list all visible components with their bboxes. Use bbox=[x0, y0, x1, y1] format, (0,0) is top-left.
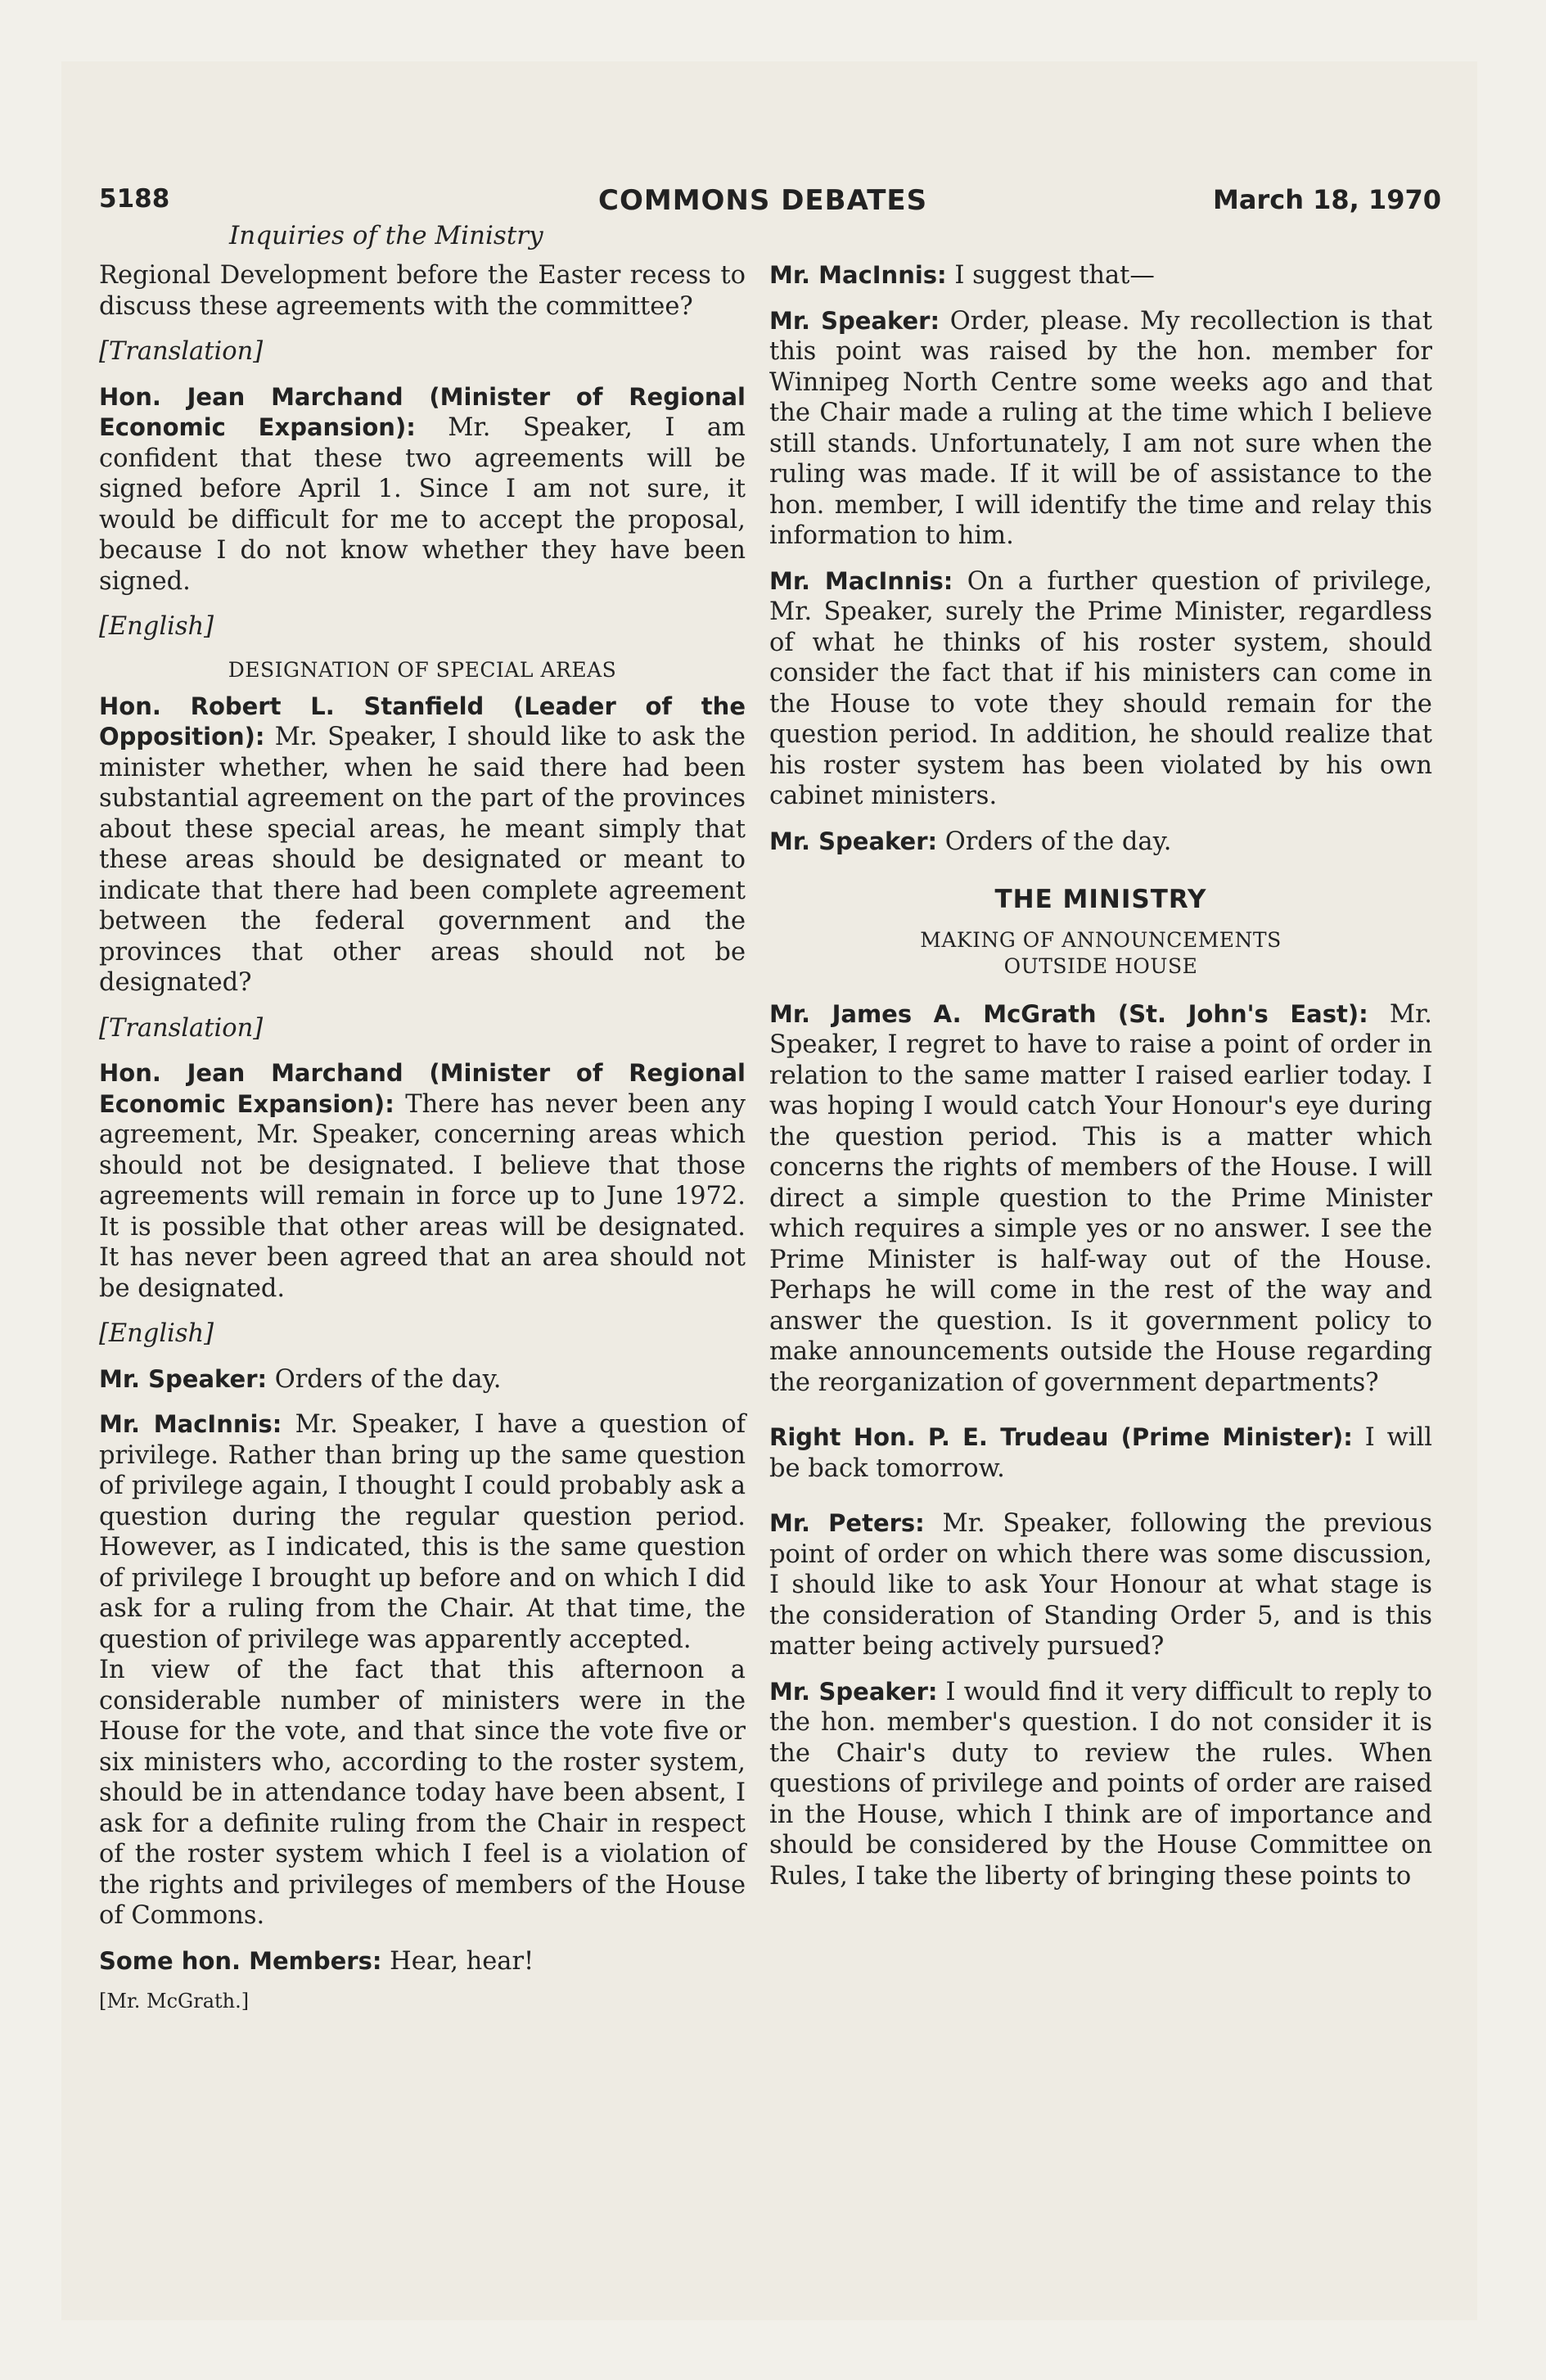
speech-text: I would find it very difficult to reply to the hon. member's question. I do not consider it is the Chair's duty to review the rules. When questions of privilege and points of order are raised in the House, which I think are of importance and should be considered by the House Committee on Rules, I take the liberty of bringing these points to bbox=[769, 1677, 1432, 1891]
paragraph bbox=[769, 999, 1432, 1399]
speech-text: Orders of the day. bbox=[267, 1364, 502, 1394]
paragraph bbox=[769, 1508, 1432, 1662]
paragraph bbox=[99, 1364, 746, 1395]
left-column bbox=[99, 260, 746, 2017]
paragraph bbox=[769, 1677, 1432, 1892]
speech-text: Mr. Speaker, I should like to ask the minister whether, when he said there had been substantial agreement on the part of the provinces about these special areas, he meant simply that these areas should be designated or meant to indicate that there had been complete agreement between the federal government and the provinces that other areas should not be designated? bbox=[99, 723, 746, 997]
speaker-name: Mr. Speaker: bbox=[769, 1677, 938, 1706]
paragraph bbox=[769, 260, 1432, 291]
paragraph bbox=[99, 1058, 746, 1304]
language-tag: [English] bbox=[99, 612, 214, 641]
speech-text: On a further question of privilege, Mr. Speaker, surely the Prime Minister, regardless of what he thinks of his roster system, should consider the fact that if his ministers can come in the House to vote they should remain for the question period. In addition, he should realize that his roster system has been violated by his own cabinet ministers. bbox=[769, 566, 1433, 810]
speech-text: Mr. Speaker, I am confident that these two agreements will be signed before April 1. Since I am not sure, it would be difficult for me to accept the proposal, because I do not know whether they have been signed. bbox=[99, 413, 746, 596]
speech-text: I will be back tomorrow. bbox=[769, 1423, 1432, 1483]
speaker-name: Mr. James A. McGrath (St. John's East): bbox=[769, 999, 1368, 1028]
right-column bbox=[769, 260, 1432, 1906]
speaker-name: Mr. MacInnis: bbox=[99, 1410, 282, 1438]
paragraph bbox=[99, 1946, 746, 1977]
footer-note: [Mr. McGrath.] bbox=[99, 1990, 250, 2013]
running-title: Inquiries of the Ministry bbox=[229, 221, 543, 250]
translation-tag: [Translation] bbox=[99, 337, 264, 366]
speech-text: Mr. Speaker, following the previous point of order on which there was some discussion, I should like to ask Your Honour at what stage is the consideration of Standing Order 5, and is this matter being actively pursued? bbox=[769, 1509, 1432, 1661]
translation-tag: [Translation] bbox=[99, 1013, 264, 1043]
speaker-name: Mr. Peters: bbox=[769, 1509, 925, 1537]
speech-text: Mr. Speaker, I regret to have to raise a point of order in relation to the same matter I raised earlier today. I was hoping I would catch Your Honour's eye during the question period. This is a matter which concerns the rights of members of the House. I will direct a simple question to the Prime Minister which requires a simple yes or no answer. I see the Prime Minister is half-way out of the House. Perhaps he will come in the rest of the way and answer the question. Is it government policy to make announcements outside the House regarding the reorganization of government departments? bbox=[769, 999, 1433, 1397]
paragraph bbox=[99, 1409, 746, 1655]
speech-text: I suggest that— bbox=[946, 261, 1155, 290]
paragraph bbox=[99, 382, 746, 597]
language-tag: [English] bbox=[99, 1319, 214, 1348]
speech-text: There has never been any agreement, Mr. Speaker, concerning areas which should not be designated. I believe that those agreements will remain in force up to June 1972. It is possible that other areas will be designated. It has never been agreed that an area should not be designated. bbox=[99, 1089, 746, 1303]
speaker-name: Right Hon. P. E. Trudeau (Prime Minister): bbox=[769, 1423, 1353, 1451]
section-heading: DESIGNATION OF SPECIAL AREAS bbox=[228, 657, 617, 682]
page-header bbox=[99, 184, 1441, 225]
speaker-name: Mr. Speaker: bbox=[769, 827, 938, 855]
section-heading: MAKING OF ANNOUNCEMENTS OUTSIDE HOUSE bbox=[920, 927, 1282, 978]
paragraph: In view of the fact that this afternoon a considerable number of ministers were in the House for the vote, and that since the vote five or six ministers who, according to the roster system, should be in attendance today have been absent, I ask for a definite ruling from the Chair in respect of the roster system which I feel is a violation of the rights and privileges of members of the House of Commons. bbox=[99, 1656, 746, 1930]
paragraph bbox=[769, 306, 1432, 552]
paragraph bbox=[99, 692, 746, 998]
journal-title: COMMONS DEBATES bbox=[598, 184, 928, 217]
speaker-name: Hon. Jean Marchand (Minister of Regional Economic Expansion): bbox=[99, 382, 746, 441]
speaker-name: Mr. MacInnis: bbox=[769, 566, 953, 595]
speaker-name: Some hon. Members: bbox=[99, 1946, 382, 1975]
speech-text: Hear, hear! bbox=[381, 1946, 534, 1976]
speech-text: Orders of the day. bbox=[937, 827, 1172, 856]
speaker-name: Mr. Speaker: bbox=[99, 1364, 268, 1393]
page-date: March 18, 1970 bbox=[1213, 184, 1441, 215]
speech-text: Order, please. My recollection is that this point was raised by the hon. member for Winnipeg North Centre some weeks ago and that the Chair made a ruling at the time which I believe still stands. Unfortunately, I am not sure when the ruling was made. If it will be of assistance to the hon. member, I will identify the time and relay this information to him. bbox=[769, 306, 1432, 550]
speaker-name: Hon. Robert L. Stanfield (Leader of the Opposition): bbox=[99, 692, 746, 751]
speaker-name: Mr. Speaker: bbox=[769, 306, 940, 335]
paragraph bbox=[769, 827, 1432, 858]
speaker-name: Mr. MacInnis: bbox=[769, 261, 947, 289]
paragraph bbox=[769, 566, 1432, 812]
paragraph bbox=[769, 1422, 1432, 1484]
paragraph: Regional Development before the Easter recess to discuss these agreements with the committee? bbox=[99, 261, 746, 321]
major-heading: THE MINISTRY bbox=[994, 885, 1207, 914]
speaker-name: Hon. Jean Marchand (Minister of Regional Economic Expansion): bbox=[99, 1059, 746, 1118]
page-number: 5188 bbox=[99, 184, 170, 214]
speech-text: Mr. Speaker, I have a question of privilege. Rather than bring up the same question of privilege again, I thought I could probably ask a question during the regular question period. However, as I indicated, this is the same question of privilege I brought up before and on which I did ask for a ruling from the Chair. At that time, the question of privilege was apparently accepted. bbox=[99, 1410, 746, 1654]
